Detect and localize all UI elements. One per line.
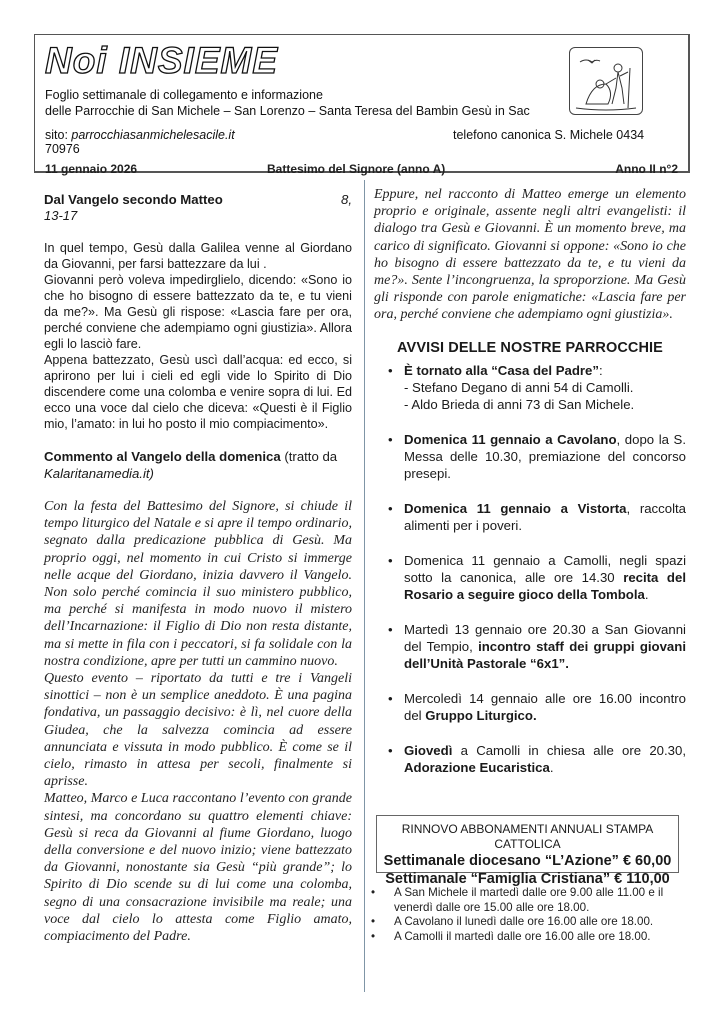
commentary-source: Kalaritanamedia.it) [44, 466, 154, 481]
masthead [34, 34, 690, 176]
bullet-icon: • [371, 915, 376, 928]
office-hours-text: A Camolli il martedì dalle ore 16.00 alle ore 18.00. [394, 929, 651, 943]
commentary-title: Commento al Vangelo della domenica [44, 449, 281, 464]
subscriptions-box [376, 815, 679, 887]
notice-line: - Stefano Degano di anni 54 di Camolli. [404, 379, 634, 395]
notice-item [374, 362, 686, 413]
baptism-illustration-icon [569, 47, 643, 115]
bullet-icon: • [388, 742, 393, 758]
site-link[interactable]: parrocchiasanmichelesacile.it [71, 128, 235, 142]
notice-text: . [644, 586, 649, 602]
office-hours-text: A Cavolano il lunedì dalle ore 16.00 alle ore 18.00. [394, 915, 654, 928]
gospel-reference-chapter: 8, [341, 192, 352, 207]
commentary-paragraph: Questo evento – riportato da tutti e tre i Vangeli sinottici – non è un semplice aneddoto. È una pagina fondativa, un passaggio decisivo: è lì, nel cuore della Giudea, che la salvezza comincia ad essere annunciata e vissuta in modo pubblico. È come se il cielo, rimasto in attesa per secoli, finalmente si aprisse. [44, 671, 352, 790]
notice-item [374, 552, 686, 603]
gospel-paragraph: Appena battezzato, Gesù uscì dall’acqua: ed ecco, si aprirono per lui i cieli ed egli vide lo Spirito di Dio discendere come una colomba e venire sopra di lui. Ed ecco una voce dal cielo che diceva: «Questi è il Figlio mio, l’amato: in lui ho posto il mio compiacimento». [44, 353, 352, 431]
notices-list [374, 362, 686, 776]
notice-bold: incontro staff dei gruppi giovani dell’Unità Pastorale “6x1”. [404, 638, 686, 671]
subscription-famiglia-cristiana: Settimanale “Famiglia Cristiana” € 110,00 [385, 871, 670, 887]
issue-feast: Battesimo del Signore (anno A) [267, 162, 446, 176]
issue-number: Anno II n°2 [615, 162, 678, 176]
gospel-paragraph: In quel tempo, Gesù dalla Galilea venne al Giordano da Giovanni, per farsi battezzare da lui . [44, 241, 352, 271]
office-hours-list [368, 886, 688, 944]
bullet-icon: • [388, 621, 393, 637]
notice-bold: recita del Rosario a seguire gioco della Tombola [404, 569, 686, 602]
notices-title: AVVISI DELLE NOSTRE PARROCCHIE [397, 339, 663, 356]
bullet-icon: • [371, 929, 376, 943]
notice-text: , dopo la S. Messa delle 10.30, premiazione del concorso presepi. [404, 431, 686, 481]
bullet-icon: • [388, 431, 393, 447]
issue-info-row [45, 162, 678, 176]
bullet-icon: • [388, 500, 393, 516]
contact-row [45, 127, 645, 143]
notice-text: : [598, 362, 603, 378]
notice-line: - Aldo Brieda di anni 73 di San Michele. [404, 396, 635, 412]
office-hours-item [368, 930, 688, 945]
issue-date: 11 gennaio 2026 [45, 162, 138, 176]
commentary-paragraph: Con la festa del Battesimo del Signore, si chiude il tempo liturgico del Natale e si apre il tempo ordinario, segnato dalla predicazione pubblica di Gesù. Ma proprio oggi, nel momento in cui Cristo si immerge nelle acque del Giordano, inizia davvero il Vangelo. Non solo perché comincia il suo ministero pubblico, ma perché si manifesta in modo nuovo il mistero dell’Incarnazione: il Figlio di Dio non resta distante, ma si mette in fila con i peccatori, si fa solidale con la nostra condizione, apre per tutti un cammino nuovo. [44, 499, 352, 669]
subscriptions-heading: RINNOVO ABBONAMENTI ANNUALI STAMPA CATTOLICA [401, 822, 654, 851]
commentary-continuation: Eppure, nel racconto di Matteo emerge un elemento proprio e originale, assente negli altri evangelisti: il dialogo tra Gesù e Giovanni. È un momento breve, ma carico di significato. Giovanni si oppone: «Sono io che ho bisogno di essere battezzato da te, e tu vieni da me?». Sente l’incongruenza, la sproporzione. Ma Gesù gli risponde con parole enigmatiche: «Lascia fare per ora, perché conviene che adempiamo ogni giustizia». [374, 187, 686, 323]
bullet-icon: • [388, 552, 393, 568]
gospel-text [44, 240, 352, 432]
office-hours-text: A San Michele il martedì dalle ore 9.00 alle 11.00 e il venerdì dalle ore 15.00 alle ore 18.00. [394, 886, 664, 914]
notice-text: , raccolta alimenti per i poveri. [404, 500, 686, 533]
bullet-icon: • [388, 362, 393, 378]
notice-item [374, 431, 686, 482]
left-column [44, 192, 352, 945]
notice-bold: È tornato alla “Casa del Padre” [404, 362, 599, 378]
notice-bold: Gruppo Liturgico. [425, 707, 537, 723]
notice-item [374, 742, 686, 776]
office-hours-item [368, 886, 688, 915]
gospel-title: Dal Vangelo secondo Matteo [44, 192, 223, 207]
subtitle-line-2: delle Parrocchie di San Michele – San Lorenzo – Santa Teresa del Bambin Gesù in Sac [45, 104, 530, 118]
subtitle [45, 87, 530, 119]
commentary-paragraph: Matteo, Marco e Luca raccontano l’evento con grande sintesi, ma concordano su quattro elementi chiave: Gesù si reca da Giovanni al fiume Giordano, luogo della conversione e del nuovo inizio; viene battezzato da Giovanni, nonostante sia Gesù “più grande”; lo Spirito di Dio scende su di lui come una colomba, segno di una consacrazione invisibile ma reale; una voce dal cielo lo attesta come Figlio amato, compiacimento del Padre. [44, 791, 352, 945]
notice-text: . [549, 759, 554, 775]
phone-label: telefono canonica S. Michele 0434 [453, 128, 645, 142]
notice-text: Mercoledì 14 gennaio alle ore 16.00 incontro del [404, 690, 686, 723]
notice-text: Martedì 13 gennaio ore 20.30 a San Giovanni del Tempio, [404, 621, 686, 654]
notice-bold: Adorazione Eucaristica [404, 759, 550, 775]
gospel-heading [44, 192, 352, 208]
notice-text: a Camolli in chiesa alle ore 20.30, [452, 742, 686, 758]
phone-number-cont: 70976 [45, 142, 80, 156]
commentary-source-prefix: (tratto da [280, 449, 338, 464]
notice-item [374, 621, 686, 672]
site-label: sito: [45, 128, 72, 142]
notice-bold: Domenica 11 gennaio a Vistorta [404, 500, 627, 516]
notice-item [374, 690, 686, 724]
commentary-text [44, 498, 352, 945]
notice-bold: Giovedì [404, 742, 453, 758]
notice-text: Domenica 11 gennaio a Camolli, negli spazi sotto la canonica, alle ore 14.30 [404, 552, 686, 585]
bullet-icon: • [388, 690, 393, 706]
newsletter-title: Noi INSIEME [45, 40, 279, 81]
gospel-paragraph: Giovanni però voleva impedirglielo, dicendo: «Sono io che ho bisogno di essere battezzato da te, e tu vieni da me?». Ma Gesù gli rispose: «Lascia fare per ora, perché conviene che adempiamo ogni giustizia». Allora egli lo lasciò fare. [44, 273, 352, 351]
column-divider [364, 180, 365, 992]
subscription-azione: Settimanale diocesano “L’Azione” € 60,00 [383, 853, 672, 869]
bullet-icon: • [371, 886, 376, 899]
notice-bold: Domenica 11 gennaio a Cavolano [404, 431, 617, 447]
commentary-heading [44, 448, 352, 482]
right-column [374, 186, 686, 794]
notice-item [374, 500, 686, 534]
subtitle-line-1: Foglio settimanale di collegamento e informazione [45, 88, 323, 102]
gospel-reference-verses: 13-17 [44, 208, 78, 223]
office-hours-item [368, 915, 688, 930]
